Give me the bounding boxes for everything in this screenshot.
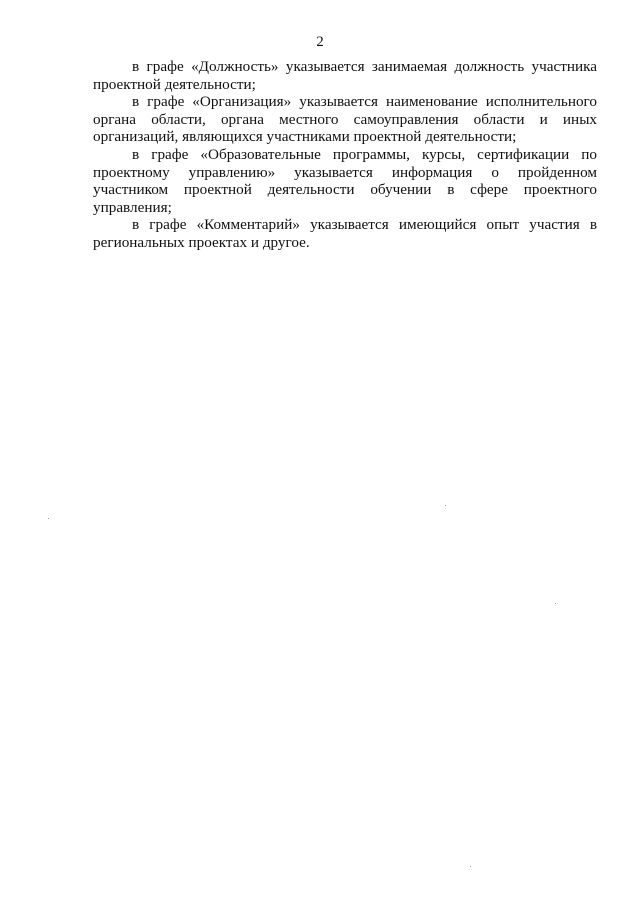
scan-speck: [445, 505, 446, 506]
scan-speck: [48, 518, 49, 519]
page-number: 2: [316, 34, 324, 50]
paragraph-comment: в графе «Комментарий» указывается имеющийся опыт участия в региональных проектах и другое.: [93, 216, 597, 251]
scan-speck: [555, 603, 556, 604]
paragraph-position: в графе «Должность» указывается занимаемая должность участника проектной деятельности;: [93, 58, 597, 93]
paragraph-education: в графе «Образовательные программы, курсы, сертификации по проектному управлению» указывается информация о пройденном участником проектной деятельности обучении в сфере проектного управления;: [93, 145, 597, 216]
scan-speck: [470, 866, 471, 867]
paragraph-organization: в графе «Организация» указывается наименование исполнительного органа области, органа местного самоуправления области и иных организаций, являющихся участниками проектной деятельности;: [93, 93, 597, 146]
body-text: [93, 58, 597, 252]
